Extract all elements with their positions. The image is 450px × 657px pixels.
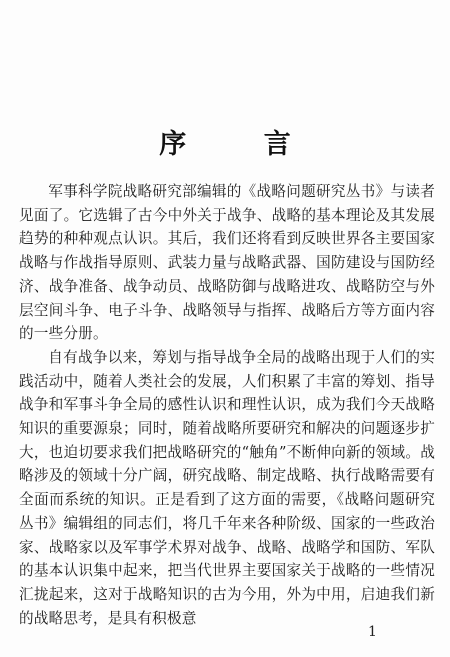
paragraph-2: 自有战争以来，筹划与指导战争全局的战略出现于人们的实践活动中，随着人类社会的发展，人们积累了丰富的筹划、指导战争和军事斗争全局的感性认识和理性认识，成为我们今天战略知识的重要源泉；同时，随着战略所要研究和解决的问题逐步扩大，也迫切要求我们把战略研究的“触角”不断伸向新的领域。战略涉及的领域十分广阔，研究战略、制定战略、执行战略需要有全面而系统的知识。正是看到了这方面的需要，《战略问题研究丛书》编辑组的同志们，将几千年来各种阶级、国家的一些政治家、战略家以及军事学术界对战争、战略、战略学和国防、军队的基本认识集中起来，把当代世界主要国家关于战略的一些情况汇拢起来，这对于战略知识的古为今用，外为中用，启迪我们新的战略思考，是具有积极意: [19, 348, 435, 627]
page-number: 1: [368, 624, 377, 640]
paragraph-1: 军事科学院战略研究部编辑的《战略问题研究丛书》与读者见面了。它选辑了古今中外关于战争、战略的基本理论及其发展趋势的种种观点认识。其后，我们还将看到反映世界各主要国家战略与作战指导原则、武装力量与战略武器、国防建设与国防经济、战争准备、战争动员、战略防御与战略进攻、战略防空与外层空间斗争、电子斗争、战略领导与指挥、战略后方等方面内容的一些分册。: [19, 183, 435, 343]
preface-body: [19, 180, 435, 630]
page-title: 序 言: [159, 129, 325, 160]
